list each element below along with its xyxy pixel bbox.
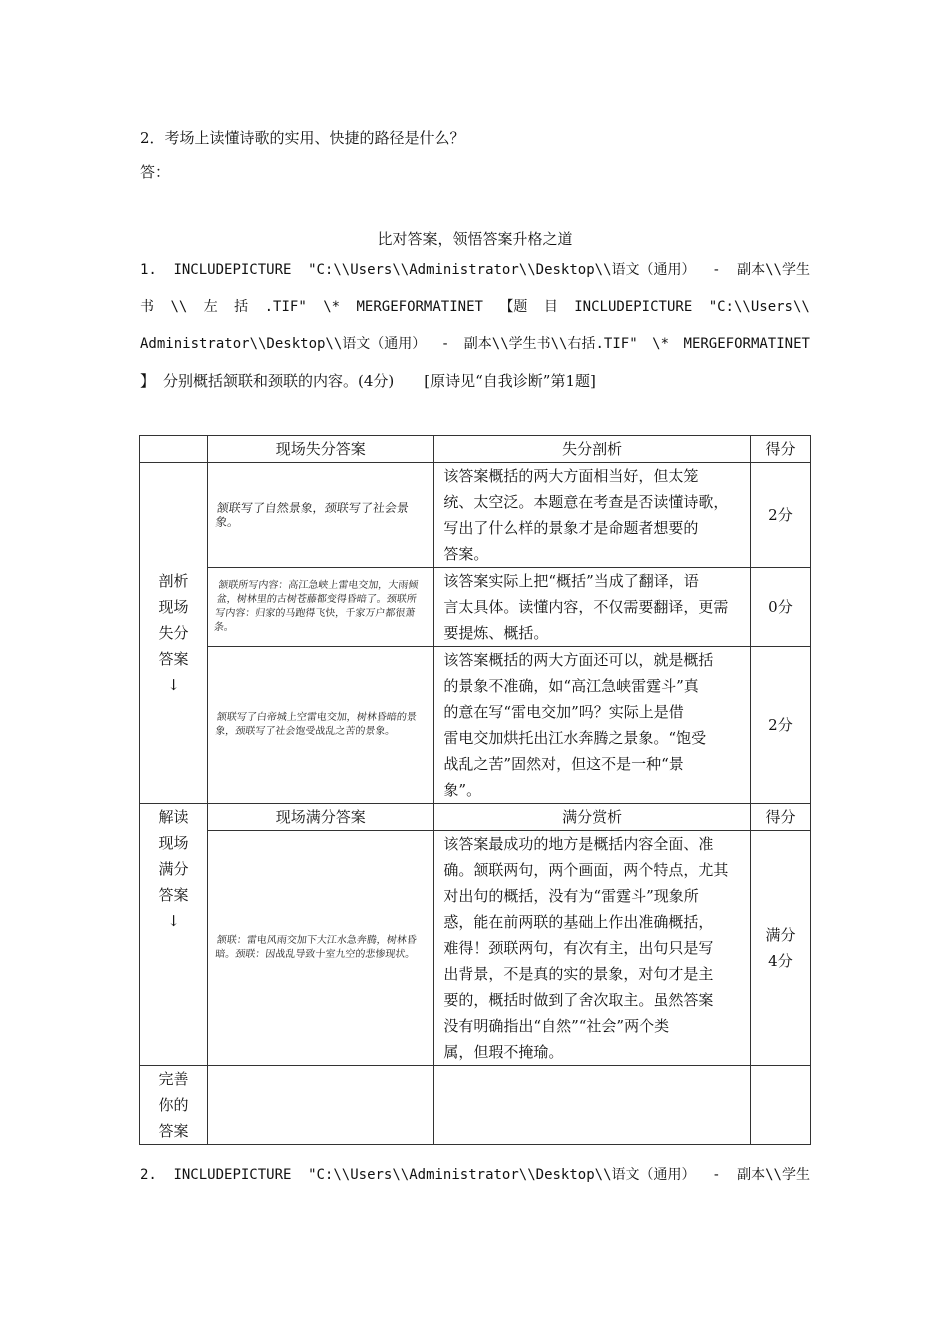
word: 副本\\学生 (737, 262, 810, 278)
label-line: 答案 (158, 650, 189, 668)
table-header-row (140, 436, 811, 463)
analysis-line: 确。颔联两句，两个画面，两个特点，尤其 (443, 861, 729, 879)
column-header: 得分 (750, 436, 810, 463)
analysis-line: 的意在写“雷电交加”吗？实际上是借 (443, 703, 684, 721)
item-2-paragraph (140, 1162, 810, 1199)
word: 目 (543, 299, 558, 315)
section-title: 比对答案，领悟答案升格之道 (377, 230, 573, 248)
empty-cell (750, 1066, 810, 1145)
word: 】 (140, 372, 156, 390)
row-group-label (140, 463, 208, 804)
item-1-line-2 (140, 294, 810, 331)
analysis-line: 雷电交加烘托出江水奔腾之景象。“饱受 (443, 729, 707, 747)
word: 副本\\学生书\\右括.TIF" (463, 336, 638, 352)
analysis-line: 统、太空泛。本题意在考查是否读懂诗歌， (443, 493, 729, 511)
analysis-cell (434, 568, 750, 647)
word: [原诗见“自我诊断”第1题] (424, 372, 596, 390)
word: INCLUDEPICTURE (173, 262, 292, 278)
item-2-line-1 (140, 1162, 810, 1199)
label-line: ↓ (167, 912, 180, 930)
your-answer-cell[interactable] (208, 1066, 434, 1145)
word: 【题 (499, 299, 528, 315)
table-row (140, 463, 811, 568)
analysis-line: 属，但瑕不掩瑜。 (443, 1043, 564, 1061)
score-cell: 2分 (750, 647, 810, 804)
label-line: 答案 (158, 886, 189, 904)
column-header: 现场满分答案 (208, 804, 434, 831)
table-header-row (140, 804, 811, 831)
item-1-line-4 (140, 368, 810, 405)
table-row (140, 647, 811, 804)
analysis-line: 该答案实际上把“概括”当成了翻译，语 (443, 572, 699, 590)
analysis-line: 出背景，不是真的实的景象，对句才是主 (443, 965, 714, 983)
word: - (440, 336, 450, 352)
score-line: 满分 (765, 926, 796, 944)
word: "C:\\Users\\Administrator\\Desktop\\语文（通用） (308, 1167, 696, 1183)
answer-label: 答： (140, 163, 171, 181)
item-1-paragraph (140, 257, 810, 405)
column-header: 失分剖析 (434, 436, 750, 463)
answer-comparison-table (139, 435, 811, 1145)
table-row (140, 1066, 811, 1145)
word: MERGEFORMATINET (356, 299, 483, 315)
analysis-line: 要提炼、概括。 (443, 624, 549, 642)
column-header: 现场失分答案 (208, 436, 434, 463)
analysis-line: 该答案最成功的地方是概括内容全面、准 (443, 835, 714, 853)
label-line: 现场 (158, 834, 189, 852)
handwritten-answer: 颔联写了白帝城上空雷电交加，树林昏暗的景象，颈联写了社会饱受战乱之苦的景象。 (214, 712, 418, 737)
question-2: 2．考场上读懂诗歌的实用、快捷的路径是什么？ (140, 129, 465, 147)
label-line: 解读 (158, 808, 189, 826)
label-line: 现场 (158, 598, 189, 616)
handwritten-answer: 颔联：雷电风雨交加下大江水急奔腾，树林昏暗。颈联：因战乱导致十室九空的悲惨现状。 (214, 935, 418, 960)
word: 1. (140, 262, 157, 278)
label-line: 满分 (158, 860, 189, 878)
score-cell: 0分 (750, 568, 810, 647)
word: "C:\\Users\\ (708, 299, 810, 315)
row-group-label (140, 804, 208, 1066)
corner-cell (140, 436, 208, 463)
word: INCLUDEPICTURE (574, 299, 693, 315)
analysis-line: 答案。 (443, 545, 489, 563)
analysis-cell (434, 463, 750, 568)
column-header: 满分赏析 (434, 804, 750, 831)
handwritten-answer-cell (208, 831, 434, 1066)
analysis-cell (434, 831, 750, 1066)
analysis-line: 的景象不准确，如“高江急峡雷霆斗”真 (443, 677, 699, 695)
analysis-line: 惑，能在前两联的基础上作出准确概括， (443, 913, 714, 931)
word: "C:\\Users\\Administrator\\Desktop\\语文（通用） (308, 262, 696, 278)
column-header: 得分 (750, 804, 810, 831)
analysis-line: 该答案概括的两大方面还可以，就是概括 (443, 651, 714, 669)
label-line: ↓ (167, 676, 180, 694)
word: 2. (140, 1167, 157, 1183)
analysis-line: 象”。 (443, 781, 482, 799)
score-cell (750, 831, 810, 1066)
handwritten-answer: 颔联写了自然景象，颈联写了社会景象。 (214, 501, 410, 529)
label-line: 失分 (158, 624, 189, 642)
word: .TIF" (264, 299, 307, 315)
label-line: 剖析 (158, 572, 189, 590)
word: 副本\\学生 (737, 1167, 810, 1183)
table-row (140, 831, 811, 1066)
analysis-line: 对出句的概括，没有为“雷霆斗”现象所 (443, 887, 699, 905)
analysis-line: 写出了什么样的景象才是命题者想要的 (443, 519, 699, 537)
word: \* (323, 299, 341, 315)
score-line: 4分 (768, 952, 793, 970)
analysis-line: 言太具体。读懂内容，不仅需要翻译，更需 (443, 598, 729, 616)
word: - (712, 1167, 721, 1183)
word: \* (652, 336, 669, 352)
handwritten-answer: 颔联所写内容：高江急峡上雷电交加，大雨倾盆，树林里的古树苍藤都变得昏暗了。颈联所写内容：归家的马跑得飞快，千家万户都很萧条。 (213, 580, 419, 633)
handwritten-answer-cell (208, 647, 434, 804)
analysis-line: 要的，概括时做到了舍次取主。虽然答案 (443, 991, 714, 1009)
label-line: 完善 (158, 1070, 189, 1088)
word: 括 (234, 299, 249, 315)
score-cell: 2分 (750, 463, 810, 568)
row-group-label (140, 1066, 208, 1145)
empty-cell (434, 1066, 750, 1145)
word: 书 (140, 299, 154, 315)
table-row (140, 568, 811, 647)
analysis-cell (434, 647, 750, 804)
item-1-line-1 (140, 257, 810, 294)
word: 分别概括颔联和颈联的内容。(4分) (163, 372, 395, 390)
analysis-line: 没有明确指出“自然”“社会”两个类 (443, 1017, 670, 1035)
handwritten-answer-cell (208, 463, 434, 568)
analysis-line: 战乱之苦”固然对，但这不是一种“景 (443, 755, 684, 773)
word: INCLUDEPICTURE (173, 1167, 292, 1183)
word: MERGEFORMATINET (683, 336, 810, 352)
analysis-line: 该答案概括的两大方面相当好，但太笼 (443, 467, 699, 485)
word: Administrator\\Desktop\\语文（通用） (140, 336, 427, 352)
word: - (712, 262, 721, 278)
handwritten-answer-cell (208, 568, 434, 647)
analysis-line: 难得！颈联两句，有次有主，出句只是写 (443, 939, 714, 957)
item-1-line-3 (140, 331, 810, 368)
label-line: 你的 (158, 1096, 189, 1114)
word: \\ (170, 299, 188, 315)
label-line: 答案 (158, 1122, 189, 1140)
word: 左 (203, 299, 218, 315)
